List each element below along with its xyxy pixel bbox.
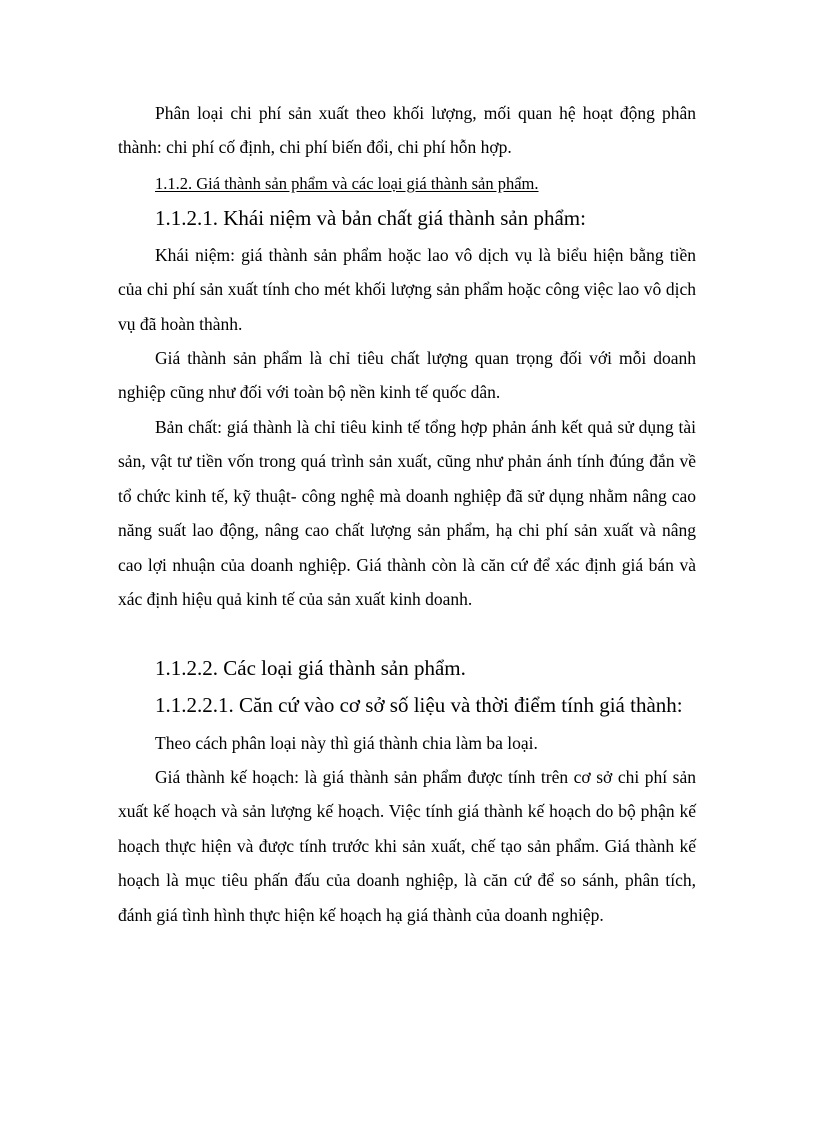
heading-1-1-2-2-1: 1.1.2.2.1. Căn cứ vào cơ sở số liệu và thời điểm tính giá thành: [155, 693, 683, 717]
heading-1-1-2-1: 1.1.2.1. Khái niệm và bản chất giá thành sản phẩm: [155, 206, 586, 230]
paragraph-quality-indicator: Giá thành sản phẩm là chỉ tiêu chất lượng quan trọng đối với mỗi doanh nghiệp cũng như đối với toàn bộ nền kinh tế quốc dân. [118, 348, 696, 403]
paragraph-definition: Khái niệm: giá thành sản phẩm hoặc lao vô dịch vụ là biểu hiện bằng tiền của chi phí sản xuất tính cho mét khối lượng sản phẩm hoặc công việc lao vô dịch vụ đã hoàn thành. [118, 245, 696, 334]
heading-1-1-2-2: 1.1.2.2. Các loại giá thành sản phẩm. [155, 656, 466, 680]
paragraph-nature: Bản chất: giá thành là chỉ tiêu kinh tế tổng hợp phản ánh kết quả sử dụng tài sản, vật tư tiền vốn trong quá trình sản xuất, cũng như phản ánh tính đúng đắn về tổ chức kinh tế, kỹ thuật- công nghệ mà doanh nghiệp đã sử dụng nhằm nâng cao năng suất lao động, nâng cao chất lượng sản phẩm, hạ chi phí sản xuất và nâng cao lợi nhuận của doanh nghiệp. Giá thành còn là căn cứ để xác định giá bán và xác định hiệu quả kinh tế của sản xuất kinh doanh. [118, 417, 696, 610]
section-title-1-1-2: 1.1.2. Giá thành sản phẩm và các loại giá thành sản phẩm. [155, 174, 539, 193]
paragraph-cost-classification: Phân loại chi phí sản xuất theo khối lượng, mối quan hệ hoạt động phân thành: chi phí cố định, chi phí biến đổi, chi phí hỗn hợp. [118, 103, 696, 158]
paragraph-three-types: Theo cách phân loại này thì giá thành chia làm ba loại. [155, 733, 538, 753]
paragraph-planned-cost: Giá thành kế hoạch: là giá thành sản phẩm được tính trên cơ sở chi phí sản xuất kế hoạch và sản lượng kế hoạch. Việc tính giá thành kế hoạch do bộ phận kế hoạch thực hiện và được tính trước khi sản xuất, chế tạo sản phẩm. Giá thành kế hoạch là mục tiêu phấn đấu của doanh nghiệp, là căn cứ để so sánh, phân tích, đánh giá tình hình thực hiện kế hoạch hạ giá thành của doanh nghiệp. [118, 767, 696, 925]
